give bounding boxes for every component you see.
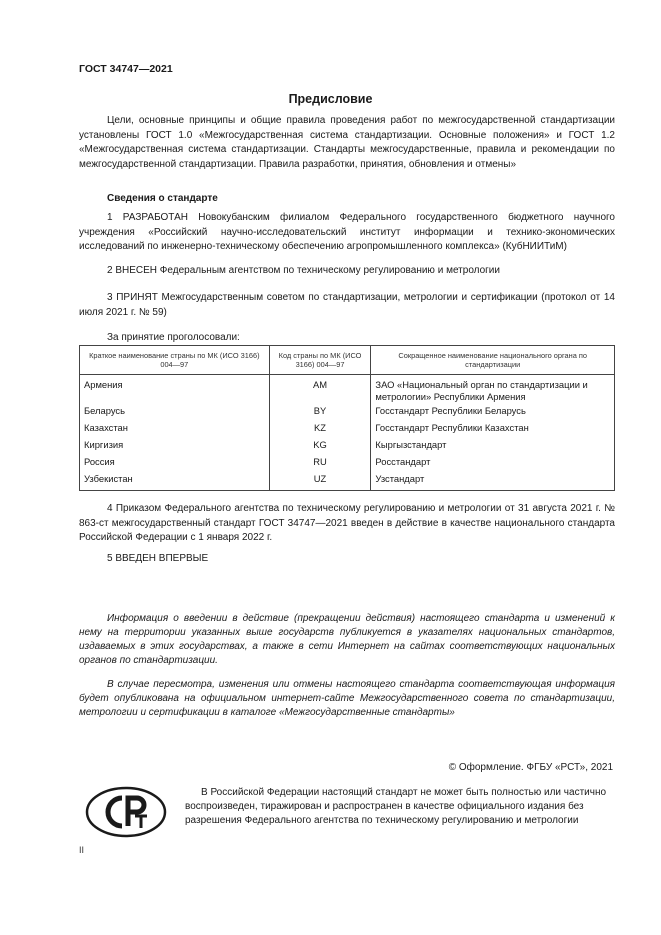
cell-body: Госстандарт Республики Казахстан <box>371 422 615 439</box>
table-row <box>80 439 615 456</box>
table-row <box>80 473 615 491</box>
table-row <box>80 422 615 439</box>
table-header-row <box>80 346 615 375</box>
item-enacted: 4 Приказом Федерального агентства по техническому регулированию и метрологии от 31 августа 2021 г. № 863-ст межгосударственный стандарт ГОСТ 34747—2021 введен в действие в качестве национального стандарта Российской Федерации с 1 января 2022 г. <box>79 503 615 544</box>
page-title: Предисловие <box>288 92 373 106</box>
cell-body: Кыргызстандарт <box>371 439 615 456</box>
copyright-line: © Оформление. ФГБУ «РСТ», 2021 <box>448 762 613 773</box>
cell-country: Киргизия <box>80 439 270 456</box>
section-heading: Сведения о стандарте <box>107 193 218 204</box>
info-paragraph-1: Информация о введении в действие (прекращении действия) настоящего стандарта и изменений к нему на территории указанных выше государств публикуется в указателях национальных стандартов, издаваемых в этих государствах, а также в сети Интернет на сайтах соответствующих национальных органов по стандартизации. <box>79 613 615 666</box>
item-adopted: 3 ПРИНЯТ Межгосударственным советом по стандартизации, метрологии и сертификации (протокол от 14 июля 2021 г. № 59) <box>79 292 615 318</box>
cell-code: RU <box>269 456 371 473</box>
cell-body: Госстандарт Республики Беларусь <box>371 405 615 422</box>
cell-code: BY <box>269 405 371 422</box>
intro-paragraph: Цели, основные принципы и общие правила проведения работ по межгосударственной стандартизации установлены ГОСТ 1.0 «Межгосударственная система стандартизации. Основные положения» и ГОСТ 1.2 «Межгосударственная система стандартизации. Стандарты межгосударственные, правила и рекомендации по межгосударственной стандартизации. Правила разработки, принятия, обновления и отмены» <box>79 115 615 170</box>
table-row <box>80 375 615 405</box>
cell-body: Росстандарт <box>371 456 615 473</box>
cell-country: Россия <box>80 456 270 473</box>
item-developed: 1 РАЗРАБОТАН Новокубанским филиалом Федерального государственного бюджетного научного учреждения «Российский научно-исследовательский институт информации и технико-экономических исследований по инженерно-техническому обеспечению агропромышленного комплекса» (КубНИИТиМ) <box>79 212 615 253</box>
cell-code: KZ <box>269 422 371 439</box>
cell-country: Армения <box>80 375 270 405</box>
cell-country: Казахстан <box>80 422 270 439</box>
info-paragraph-2: В случае пересмотра, изменения или отмены настоящего стандарта соответствующая информация будет опубликована на официальном интернет-сайте Межгосударственного совета по стандартизации, метрологии и сертификации в каталоге «Межгосударственные стандарты» <box>79 679 615 718</box>
cell-code: KG <box>269 439 371 456</box>
cell-country: Беларусь <box>80 405 270 422</box>
table-row <box>80 405 615 422</box>
voting-table <box>79 345 615 491</box>
cell-country: Узбекистан <box>80 473 270 491</box>
item-first-introduced: 5 ВВЕДЕН ВПЕРВЫЕ <box>107 553 209 564</box>
header-country: Краткое наименование страны по МК (ИСО 3166) 004—97 <box>80 346 270 375</box>
gost-r-certification-logo-icon <box>85 786 167 838</box>
page-number: II <box>79 845 85 855</box>
document-id: ГОСТ 34747—2021 <box>79 63 173 75</box>
cell-code: AM <box>269 375 371 405</box>
cell-body: Узстандарт <box>371 473 615 491</box>
header-code: Код страны по МК (ИСО 3166) 004—97 <box>269 346 371 375</box>
item-submitted: 2 ВНЕСЕН Федеральным агентством по техническому регулированию и метрологии <box>107 265 500 276</box>
table-row <box>80 456 615 473</box>
cell-body: ЗАО «Национальный орган по стандартизации и метрологии» Республики Армения <box>371 375 615 405</box>
voted-label: За принятие проголосовали: <box>107 332 240 343</box>
copyright-notice: В Российской Федерации настоящий стандарт не может быть полностью или частично воспроизведен, тиражирован и распространен в качестве официального издания без разрешения Федерального агентства по техническому регулированию и метрологии <box>185 787 607 826</box>
cell-code: UZ <box>269 473 371 491</box>
header-body: Сокращенное наименование национального органа по стандартизации <box>371 346 615 375</box>
